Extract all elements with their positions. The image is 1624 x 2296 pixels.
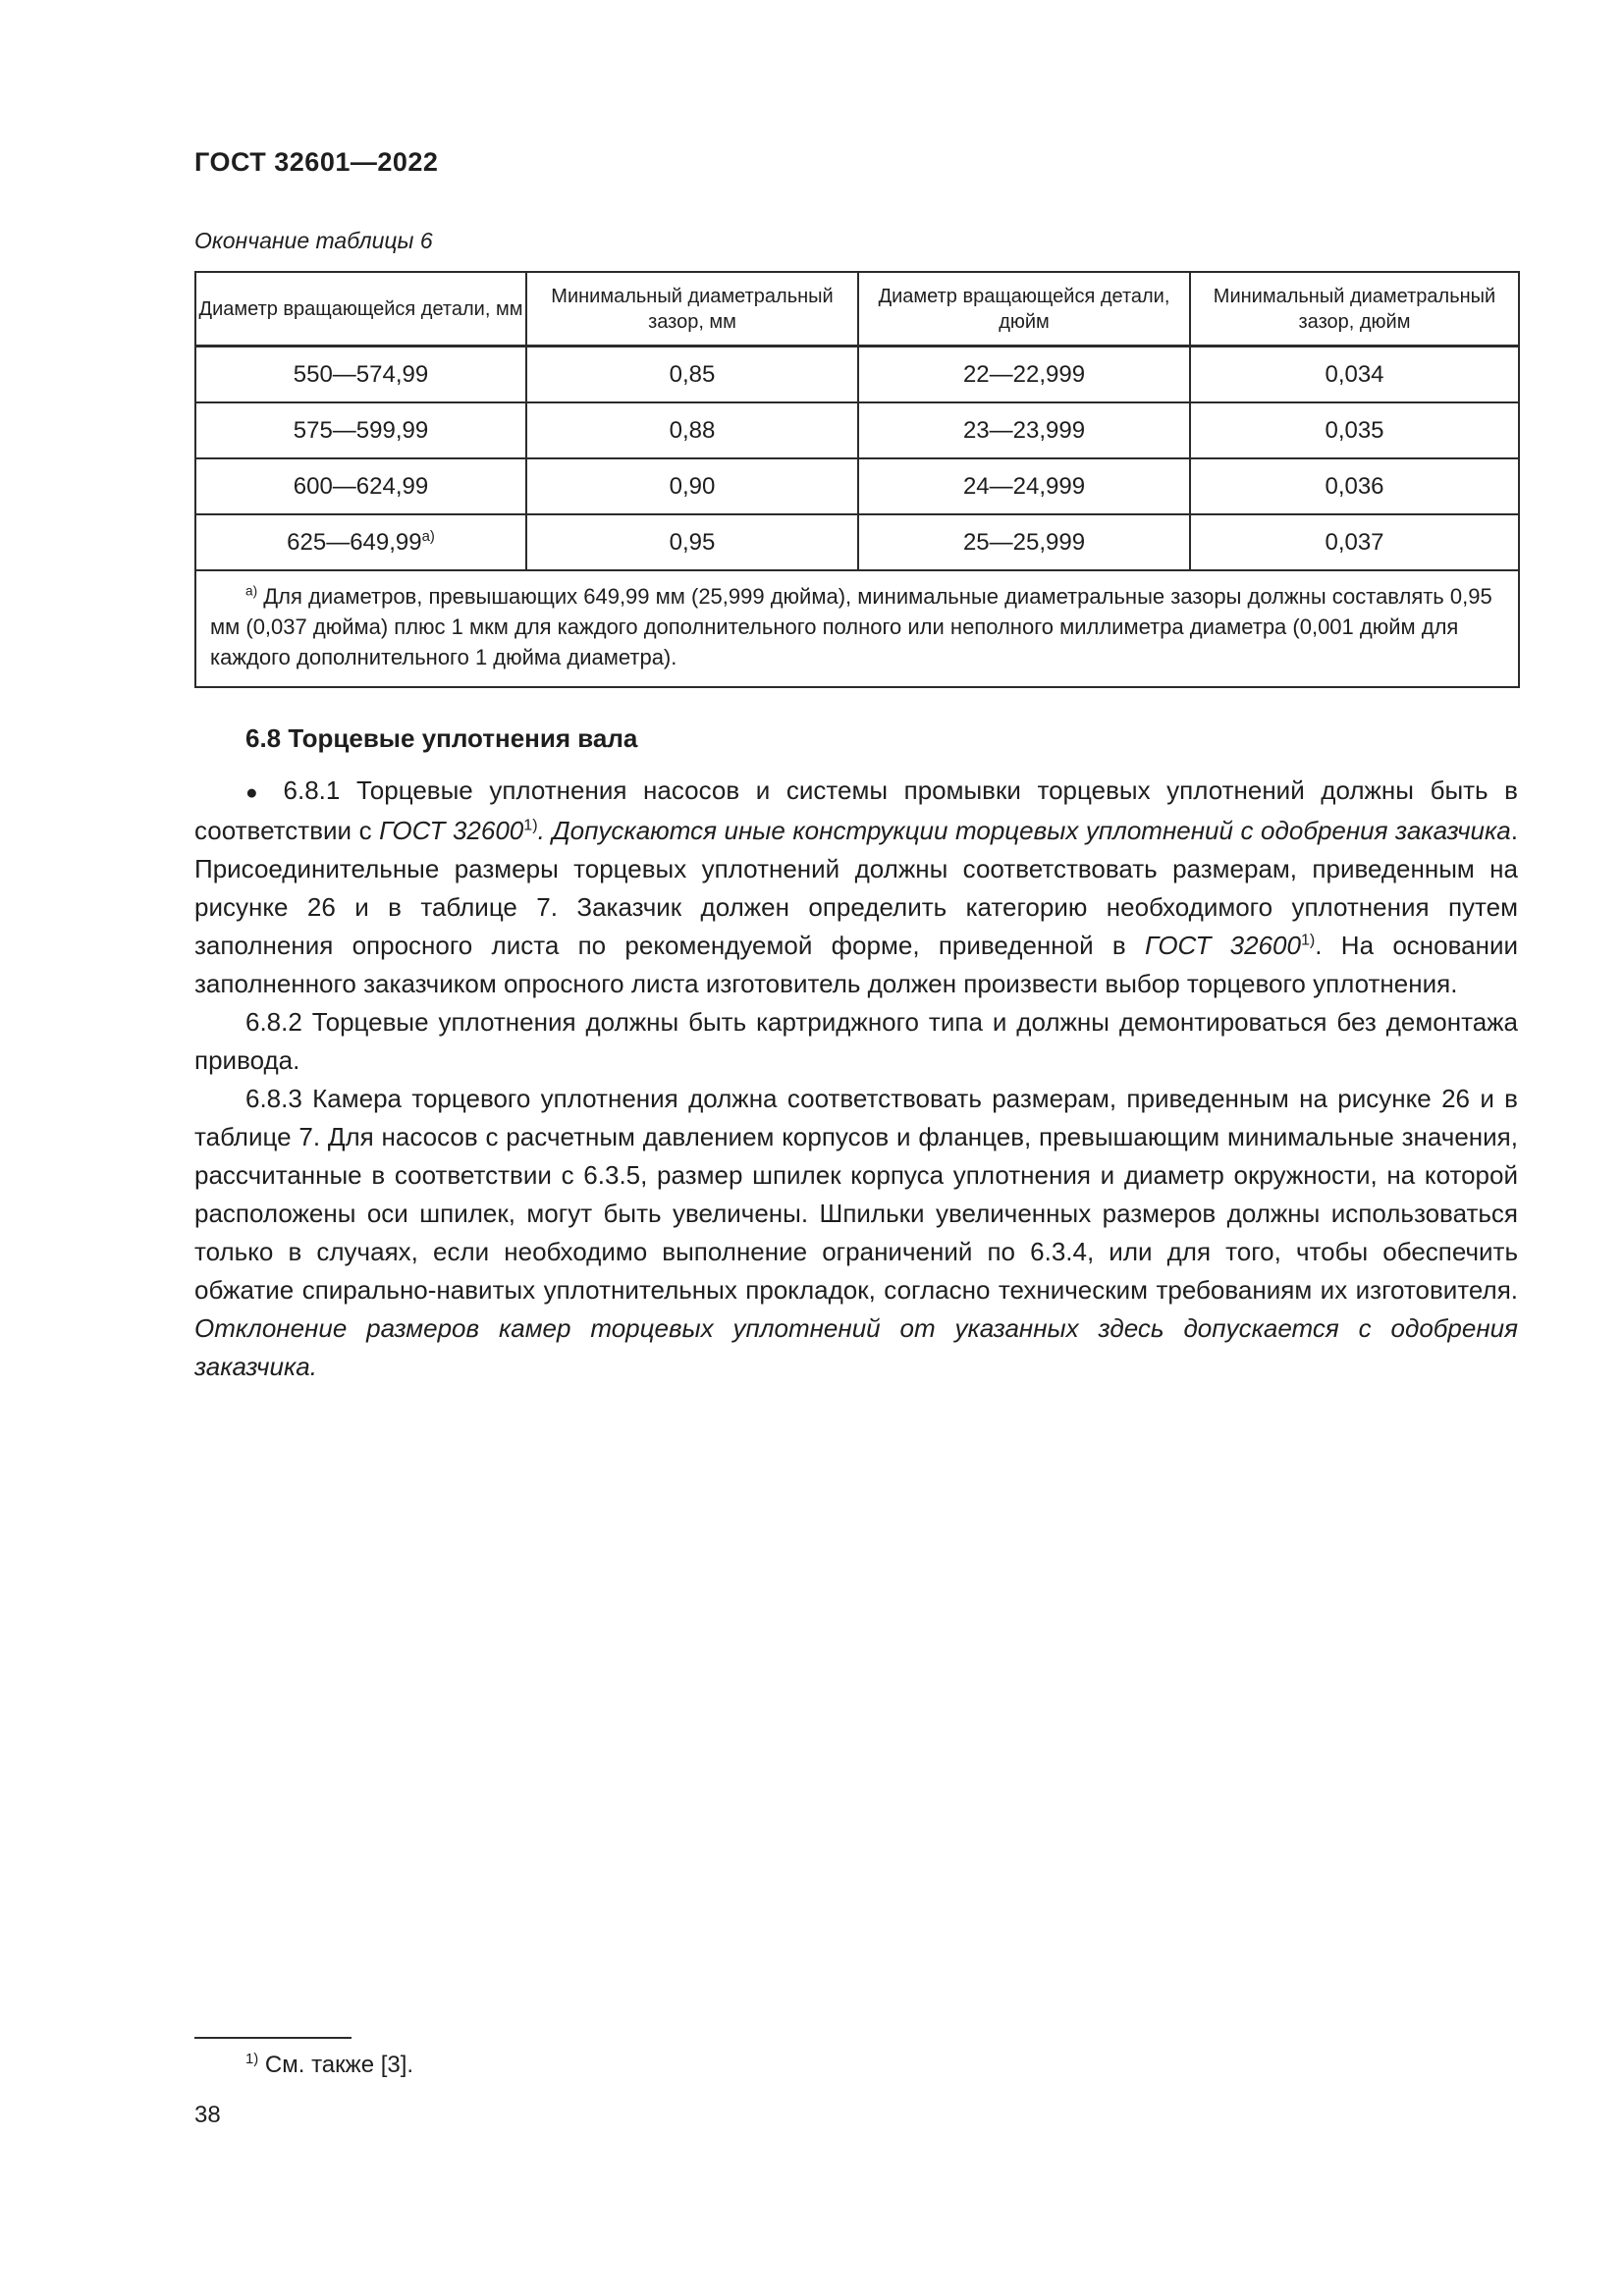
paragraph-text: 6.8.3 Камера торцевого уплотнения должна соответствовать размерам, приведенным на рисунке 26 и в таблице 7. Для насосов с расчетным давлением корпусов и фланцев, превышающим минимальные значения, рассчитанные в соответствии с 6.3.5, размер шпилек корпуса уплотнения и диаметр окружности, на которой расположены оси шпилек, могут быть увеличены. Шпильки увеличенных размеров должны использоваться только в случаях, если необходимо выполнение ограничений по 6.3.4, или для того, чтобы обеспечить обжатие спирально-навитых уплотнительных прокладок, согласно техническим требованиям их изготовителя. (194, 1084, 1518, 1305)
column-header: Диаметр вращающейся детали, мм (195, 272, 526, 347)
table-cell (195, 514, 526, 570)
column-header: Минимальный диаметральный зазор, мм (526, 272, 858, 347)
table-cell: 0,88 (526, 402, 858, 458)
page-number: 38 (194, 2102, 221, 2128)
table-footnote-text: Для диаметров, превышающих 649,99 мм (25,999 дюйма), минимальные диаметральные зазоры должны составлять 0,95 мм (0,037 дюйма) плюс 1 мкм для каждого дополнительного полного или неполного миллиметра диаметра (0,001 дюйм для каждого дополнительного 1 дюйма диаметра). (210, 584, 1492, 669)
table-row (195, 514, 1519, 570)
italic-clause: Отклонение размеров камер торцевых уплотнений от указанных здесь допускается с одобрения заказчика. (194, 1313, 1518, 1381)
paragraph-6-8-1 (194, 772, 1518, 1003)
standard-reference: ГОСТ 32600 (379, 816, 524, 845)
paragraph-6-8-3 (194, 1080, 1518, 1386)
table-footnote-row (195, 570, 1519, 687)
italic-clause: . Допускаются иные конструкции торцевых уплотнений с одобрения заказчика (537, 816, 1511, 845)
table-cell: 23—23,999 (858, 402, 1190, 458)
table-cell: 0,85 (526, 347, 858, 403)
table-cell: 0,035 (1190, 402, 1519, 458)
table-cell: 0,037 (1190, 514, 1519, 570)
table-cell: 0,90 (526, 458, 858, 514)
section-body (194, 772, 1518, 1386)
footnote-marker: 1) (245, 2052, 259, 2067)
paragraph-text: . Присоединительные размеры торцевых уплотнений должны соответствовать размерам, приведенным на рисунке 26 и в таблице 7. Заказчик должен определить категорию необходимого уплотнения путем заполнения опросного листа по рекомендуемой форме, приведенной в (194, 816, 1518, 960)
footnote-marker: а) (421, 528, 435, 545)
page-footnote (245, 2052, 413, 2079)
table-footnote (195, 570, 1519, 687)
paragraph-6-8-2: 6.8.2 Торцевые уплотнения должны быть картриджного типа и должны демонтироваться без демонтажа привода. (194, 1007, 1518, 1075)
paragraph-text: . На основании заполненного заказчиком опросного листа изготовитель должен произвести выбор торцевого уплотнения. (194, 931, 1518, 998)
table-header-row (195, 272, 1519, 347)
column-header: Диаметр вращающейся детали, дюйм (858, 272, 1190, 347)
table-cell: 24—24,999 (858, 458, 1190, 514)
page-footnote-text: См. также [3]. (264, 2052, 414, 2078)
table-cell: 600—624,99 (195, 458, 526, 514)
table-cell: 22—22,999 (858, 347, 1190, 403)
footnote-divider (194, 2037, 352, 2039)
table-cell: 25—25,999 (858, 514, 1190, 570)
table-cell: 0,034 (1190, 347, 1519, 403)
section-title: 6.8 Торцевые уплотнения вала (245, 723, 638, 753)
cell-value: 625—649,99 (287, 528, 422, 556)
document-code-header: ГОСТ 32601—2022 (194, 147, 439, 177)
table-cell: 0,95 (526, 514, 858, 570)
footnote-marker: 1) (1300, 931, 1316, 949)
column-header: Минимальный диаметральный зазор, дюйм (1190, 272, 1519, 347)
table-caption: Окончание таблицы 6 (194, 228, 433, 253)
table-cell: 0,036 (1190, 458, 1519, 514)
bullet-icon: ● (245, 781, 267, 804)
table-row (195, 402, 1519, 458)
table-cell: 550—574,99 (195, 347, 526, 403)
table-cell: 575—599,99 (195, 402, 526, 458)
paragraph-text: 6.8.1 Торцевые уплотнения насосов и системы промывки торцевых уплотнений должны быть в соответствии с (194, 775, 1518, 845)
table-row (195, 347, 1519, 403)
standard-reference: ГОСТ 32600 (1145, 931, 1301, 960)
footnote-marker: 1) (523, 816, 538, 834)
table-row (195, 458, 1519, 514)
clearance-table (194, 271, 1520, 688)
footnote-marker: а) (245, 583, 258, 599)
